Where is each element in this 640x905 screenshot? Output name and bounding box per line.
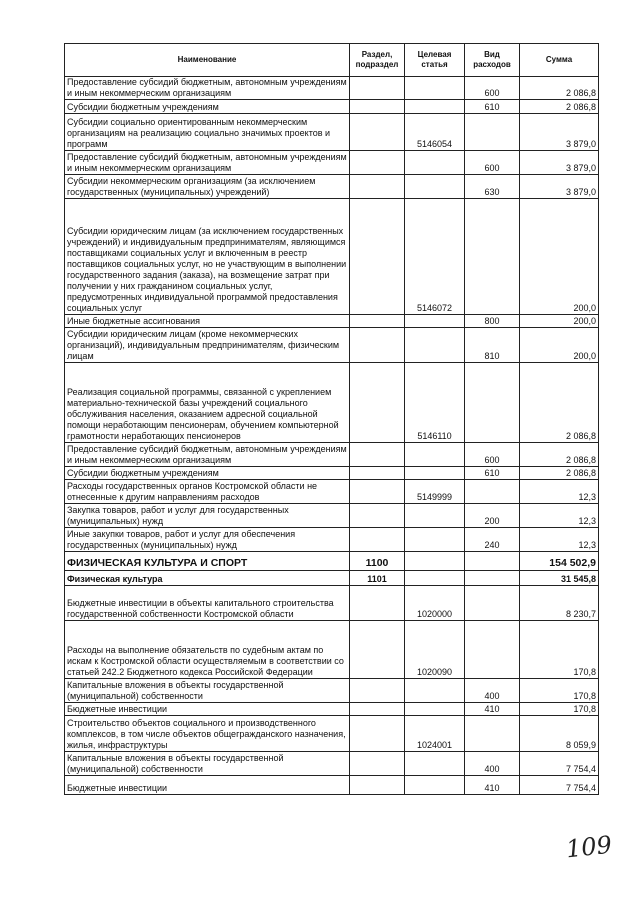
row-sum: 31 545,8 <box>520 571 599 586</box>
row-sum: 12,3 <box>520 528 599 552</box>
table-row <box>65 586 599 621</box>
row-sum: 3 879,0 <box>520 175 599 199</box>
table-row <box>65 199 599 315</box>
row-kind <box>465 363 520 443</box>
row-name: ФИЗИЧЕСКАЯ КУЛЬТУРА И СПОРТ <box>65 552 350 571</box>
row-name: Закупка товаров, работ и услуг для государственных (муниципальных) нужд <box>65 504 350 528</box>
header-section: Раздел, подраздел <box>350 44 405 77</box>
row-section: 1100 <box>350 552 405 571</box>
table-row <box>65 621 599 679</box>
row-sum: 8 230,7 <box>520 586 599 621</box>
row-article: 5149999 <box>405 480 465 504</box>
row-name: Бюджетные инвестиции <box>65 776 350 795</box>
row-sum: 2 086,8 <box>520 443 599 467</box>
table-row <box>65 552 599 571</box>
row-name: Предоставление субсидий бюджетным, автономным учреждениям и иным некоммерческим организациям <box>65 443 350 467</box>
row-sum: 2 086,8 <box>520 467 599 480</box>
row-section <box>350 328 405 363</box>
row-article <box>405 77 465 100</box>
row-sum: 8 059,9 <box>520 716 599 752</box>
row-kind: 400 <box>465 752 520 776</box>
table-row <box>65 175 599 199</box>
row-section <box>350 443 405 467</box>
table-row <box>65 114 599 151</box>
table-row <box>65 315 599 328</box>
row-kind: 600 <box>465 443 520 467</box>
table-row <box>65 467 599 480</box>
row-section <box>350 77 405 100</box>
table-row <box>65 443 599 467</box>
row-article <box>405 552 465 571</box>
row-section: 1101 <box>350 571 405 586</box>
row-article <box>405 467 465 480</box>
row-sum: 7 754,4 <box>520 752 599 776</box>
row-section <box>350 114 405 151</box>
row-section <box>350 151 405 175</box>
row-name: Расходы на выполнение обязательств по судебным актам по искам к Костромской области осуществляемым в соответствии со статьей 242.2 Бюджетного кодекса Российской Федерации <box>65 621 350 679</box>
row-article: 5146110 <box>405 363 465 443</box>
table-row <box>65 776 599 795</box>
row-name: Капитальные вложения в объекты государственной (муниципальной) собственности <box>65 752 350 776</box>
header-name: Наименование <box>65 44 350 77</box>
row-article <box>405 776 465 795</box>
row-name: Бюджетные инвестиции в объекты капитального строительства государственной собственности Костромской области <box>65 586 350 621</box>
row-kind: 610 <box>465 100 520 114</box>
row-kind <box>465 571 520 586</box>
row-article <box>405 504 465 528</box>
row-sum: 2 086,8 <box>520 363 599 443</box>
row-kind: 400 <box>465 679 520 703</box>
row-kind: 600 <box>465 151 520 175</box>
table-row <box>65 100 599 114</box>
row-article <box>405 315 465 328</box>
row-name: Реализация социальной программы, связанной с укреплением материально-технической базы учреждений социального обслуживания населения, оказанием адресной социальной помощи неработающим пенсионерам, обучением компьютерной грамотности неработающих пенсионеров <box>65 363 350 443</box>
row-article: 1020000 <box>405 586 465 621</box>
row-sum: 200,0 <box>520 199 599 315</box>
row-kind: 610 <box>465 467 520 480</box>
row-sum: 170,8 <box>520 703 599 716</box>
table-row <box>65 77 599 100</box>
row-article: 5146054 <box>405 114 465 151</box>
row-sum: 200,0 <box>520 328 599 363</box>
row-name: Физическая культура <box>65 571 350 586</box>
row-section <box>350 752 405 776</box>
row-sum: 3 879,0 <box>520 151 599 175</box>
row-sum: 200,0 <box>520 315 599 328</box>
row-kind <box>465 716 520 752</box>
row-name: Субсидии бюджетным учреждениям <box>65 100 350 114</box>
table-header <box>65 44 599 77</box>
row-section <box>350 776 405 795</box>
row-section <box>350 480 405 504</box>
row-sum: 154 502,9 <box>520 552 599 571</box>
row-sum: 7 754,4 <box>520 776 599 795</box>
row-article: 1020090 <box>405 621 465 679</box>
row-section <box>350 528 405 552</box>
row-section <box>350 467 405 480</box>
row-kind <box>465 621 520 679</box>
row-sum: 2 086,8 <box>520 100 599 114</box>
row-section <box>350 315 405 328</box>
row-kind: 630 <box>465 175 520 199</box>
table-row <box>65 328 599 363</box>
row-section <box>350 716 405 752</box>
row-name: Субсидии социально ориентированным некоммерческим организациям на реализацию социально значимых проектов и программ <box>65 114 350 151</box>
row-section <box>350 586 405 621</box>
row-kind <box>465 480 520 504</box>
header-kind: Вид расходов <box>465 44 520 77</box>
row-kind <box>465 586 520 621</box>
row-sum: 170,8 <box>520 621 599 679</box>
row-sum: 170,8 <box>520 679 599 703</box>
row-section <box>350 504 405 528</box>
page-number: 109 <box>564 830 614 864</box>
table-row <box>65 703 599 716</box>
row-article: 1024001 <box>405 716 465 752</box>
budget-table <box>64 43 599 795</box>
table-row <box>65 716 599 752</box>
row-name: Предоставление субсидий бюджетным, автономным учреждениям и иным некоммерческим организациям <box>65 151 350 175</box>
row-name: Расходы государственных органов Костромской области не отнесенные к другим направлениям расходов <box>65 480 350 504</box>
row-kind <box>465 199 520 315</box>
row-article <box>405 571 465 586</box>
row-name: Иные бюджетные ассигнования <box>65 315 350 328</box>
row-name: Бюджетные инвестиции <box>65 703 350 716</box>
row-name: Иные закупки товаров, работ и услуг для обеспечения государственных (муниципальных) нужд <box>65 528 350 552</box>
table-row <box>65 528 599 552</box>
row-article <box>405 703 465 716</box>
row-section <box>350 703 405 716</box>
row-article <box>405 100 465 114</box>
row-article <box>405 175 465 199</box>
header-article: Целевая статья <box>405 44 465 77</box>
row-kind: 200 <box>465 504 520 528</box>
row-section <box>350 100 405 114</box>
row-article <box>405 151 465 175</box>
table-row <box>65 504 599 528</box>
table-row <box>65 679 599 703</box>
row-article <box>405 752 465 776</box>
row-article <box>405 328 465 363</box>
row-name: Строительство объектов социального и производственного комплексов, в том числе объектов общегражданского назначения, жилья, инфраструктуры <box>65 716 350 752</box>
row-kind: 410 <box>465 703 520 716</box>
row-name: Субсидии некоммерческим организациям (за исключением государственных (муниципальных) учреждений) <box>65 175 350 199</box>
row-sum: 3 879,0 <box>520 114 599 151</box>
row-kind: 240 <box>465 528 520 552</box>
table-row <box>65 363 599 443</box>
row-kind <box>465 552 520 571</box>
row-sum: 12,3 <box>520 504 599 528</box>
row-section <box>350 363 405 443</box>
row-name: Субсидии бюджетным учреждениям <box>65 467 350 480</box>
table-row <box>65 151 599 175</box>
row-name: Субсидии юридическим лицам (за исключением государственных учреждений) и индивидуальным предпринимателям, являющимся поставщиками социальных услуг и включенным в реестр поставщиков социальных услуг, но не участвующим в выполнении государственного задания (заказа), на возмещение затрат при получении у них гражданином социальных услуг, предусмотренных индивидуальной программой предоставления социальных услуг <box>65 199 350 315</box>
row-kind: 600 <box>465 77 520 100</box>
row-article <box>405 443 465 467</box>
row-kind: 410 <box>465 776 520 795</box>
row-section <box>350 175 405 199</box>
row-article: 5146072 <box>405 199 465 315</box>
row-name: Капитальные вложения в объекты государственной (муниципальной) собственности <box>65 679 350 703</box>
table-row <box>65 752 599 776</box>
row-name: Предоставление субсидий бюджетным, автономным учреждениям и иным некоммерческим организациям <box>65 77 350 100</box>
row-sum: 2 086,8 <box>520 77 599 100</box>
row-article <box>405 679 465 703</box>
table-row <box>65 571 599 586</box>
row-article <box>405 528 465 552</box>
row-sum: 12,3 <box>520 480 599 504</box>
row-name: Субсидии юридическим лицам (кроме некоммерческих организаций), индивидуальным предпринимателям, физическим лицам <box>65 328 350 363</box>
table-row <box>65 480 599 504</box>
row-kind <box>465 114 520 151</box>
row-section <box>350 199 405 315</box>
row-section <box>350 679 405 703</box>
header-sum: Сумма <box>520 44 599 77</box>
row-kind: 800 <box>465 315 520 328</box>
row-kind: 810 <box>465 328 520 363</box>
row-section <box>350 621 405 679</box>
